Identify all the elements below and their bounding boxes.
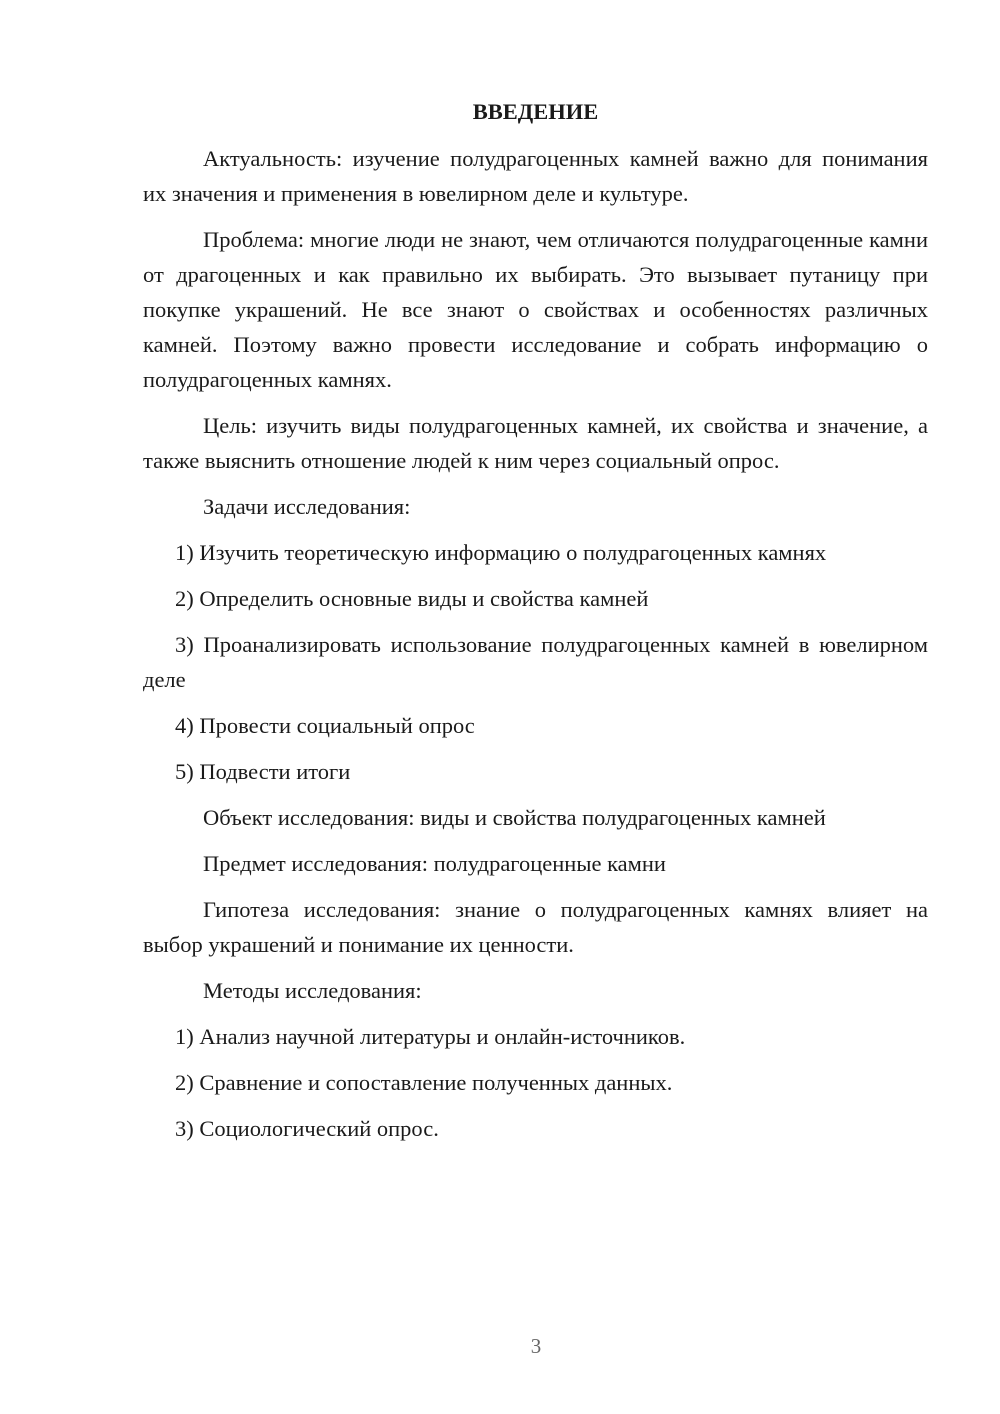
task-item: 2) Определить основные виды и свойства камней [175, 586, 649, 611]
task-item: 5) Подвести итоги [175, 759, 351, 784]
task-item: 3) Проанализировать использование полудрагоценных камней в ювелирном деле [143, 632, 928, 692]
task-item: 1) Изучить теоретическую информацию о полудрагоценных камнях [175, 540, 827, 565]
object-paragraph: Объект исследования: виды и свойства полудрагоценных камней [203, 805, 826, 830]
method-item: 1) Анализ научной литературы и онлайн-источников. [175, 1024, 686, 1049]
hypothesis-paragraph: Гипотеза исследования: знание о полудрагоценных камнях влияет на выбор украшений и понимание их ценности. [143, 897, 928, 957]
subject-paragraph: Предмет исследования: полудрагоценные камни [203, 851, 666, 876]
goal-paragraph: Цель: изучить виды полудрагоценных камней, их свойства и значение, а также выяснить отношение людей к ним через социальный опрос. [143, 413, 928, 473]
section-title: ВВЕДЕНИЕ [472, 99, 599, 124]
page-content [143, 94, 928, 1157]
page-number: 3 [530, 1334, 542, 1358]
problem-paragraph: Проблема: многие люди не знают, чем отличаются полудрагоценные камни от драгоценных и как правильно их выбирать. Это вызывает путаницу при покупке украшений. Не все знают о свойствах и особенностях различных камней. Поэтому важно провести исследование и собрать информацию о полудрагоценных камнях. [143, 227, 928, 392]
method-item: 3) Социологический опрос. [175, 1116, 439, 1141]
methods-heading: Методы исследования: [203, 978, 422, 1003]
task-item: 4) Провести социальный опрос [175, 713, 475, 738]
relevance-paragraph: Актуальность: изучение полудрагоценных камней важно для понимания их значения и применения в ювелирном деле и культуре. [143, 146, 928, 206]
method-item: 2) Сравнение и сопоставление полученных данных. [175, 1070, 673, 1095]
tasks-heading: Задачи исследования: [203, 494, 411, 519]
